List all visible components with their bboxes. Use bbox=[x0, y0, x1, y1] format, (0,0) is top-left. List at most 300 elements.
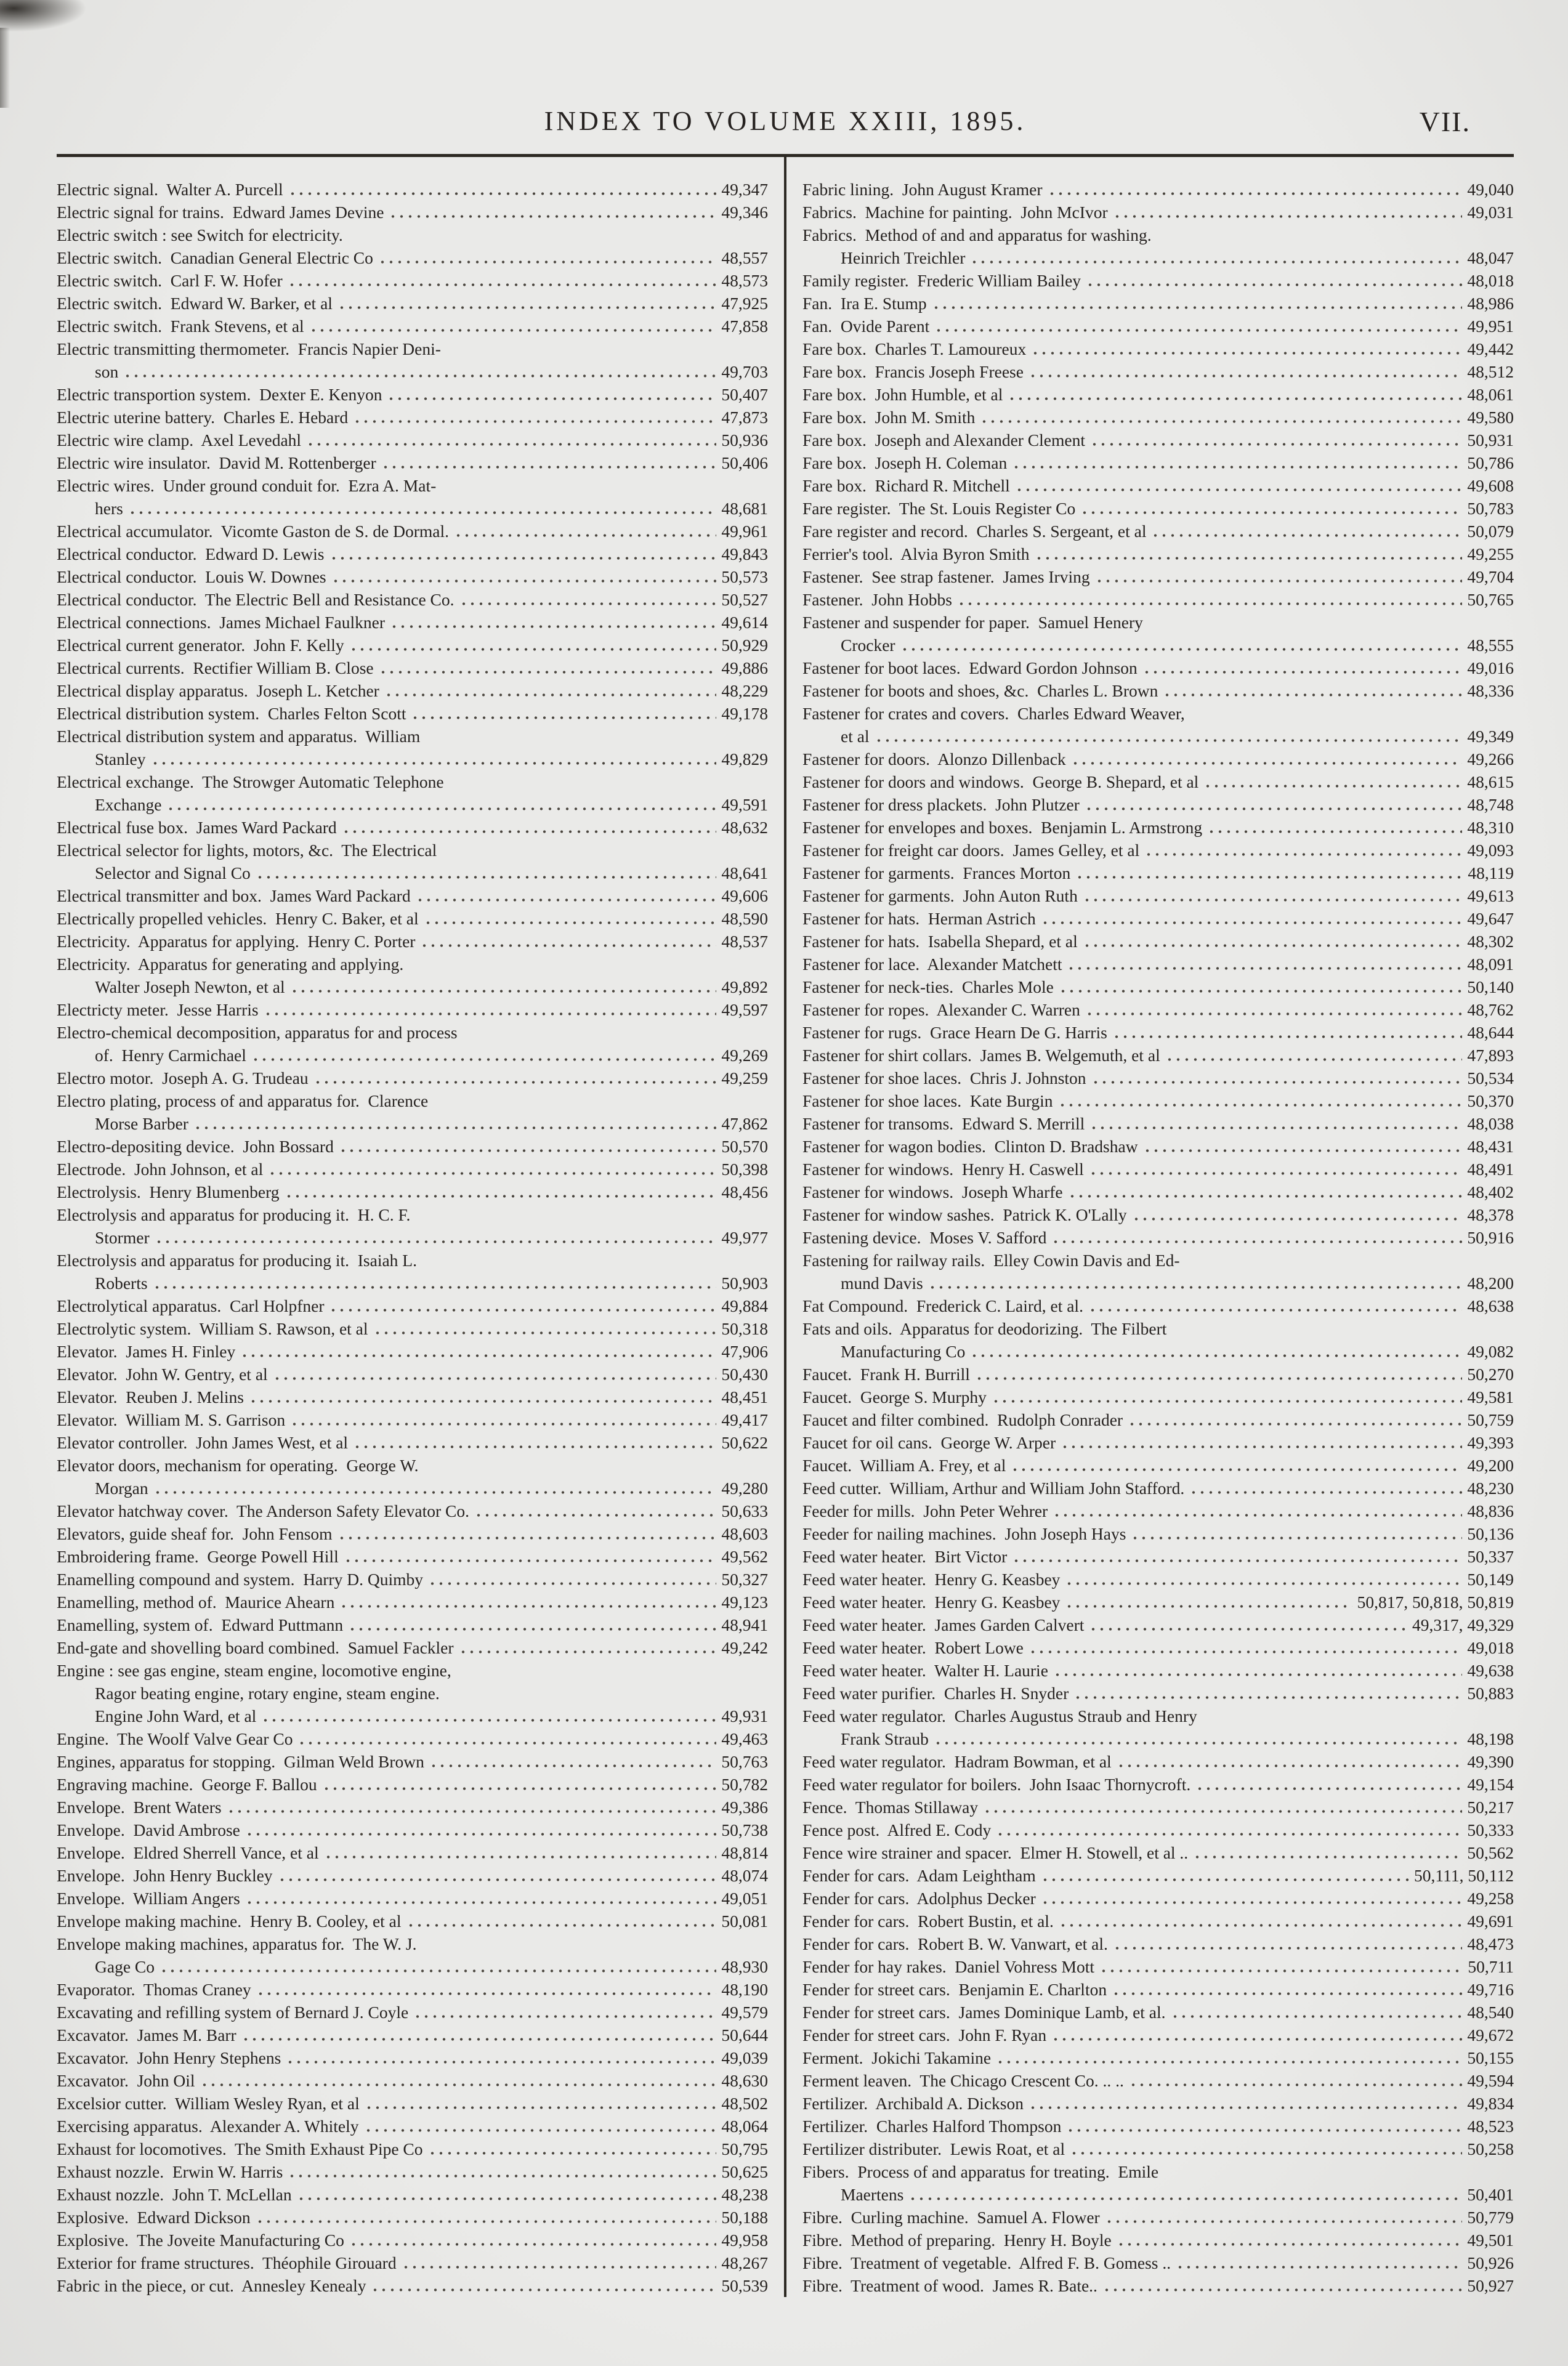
patent-number: 47,862 bbox=[721, 1114, 768, 1133]
patent-number: 48,402 bbox=[1467, 1182, 1514, 1201]
index-entry bbox=[802, 2138, 1514, 2160]
entry-line bbox=[802, 1317, 1514, 1340]
index-entry bbox=[802, 2024, 1514, 2046]
entry-text: Fats and oils. Apparatus for deodorizing. The Filbert bbox=[802, 1319, 1167, 1338]
entry-line bbox=[57, 1955, 768, 1978]
page-number: VII. bbox=[1419, 106, 1471, 137]
entry-text: Fastener for windows. Henry H. Caswell bbox=[802, 1160, 1084, 1179]
entry-line bbox=[57, 292, 768, 315]
index-entry bbox=[57, 725, 768, 770]
entry-line bbox=[57, 2024, 768, 2046]
patent-number: 48,047 bbox=[1467, 248, 1514, 267]
entry-line bbox=[57, 2229, 768, 2251]
dot-leader bbox=[1086, 283, 1462, 286]
index-entry bbox=[57, 178, 768, 201]
patent-number: 49,614 bbox=[721, 613, 768, 632]
index-entry bbox=[57, 1249, 768, 1294]
patent-number: 50,539 bbox=[721, 2276, 768, 2295]
entry-line bbox=[802, 1910, 1514, 1932]
index-entry bbox=[57, 907, 768, 930]
patent-number: 49,638 bbox=[1467, 1661, 1514, 1680]
index-entry bbox=[802, 1545, 1514, 1568]
entry-line bbox=[57, 1910, 768, 1932]
entry-text: Feed water heater. Henry G. Keasbey bbox=[802, 1570, 1061, 1589]
dot-leader bbox=[1071, 762, 1463, 765]
entry-text: Feed water heater. Robert Lowe bbox=[802, 1638, 1024, 1657]
entry-line bbox=[57, 1158, 768, 1181]
dot-leader bbox=[454, 534, 716, 537]
entry-text: hers bbox=[95, 499, 123, 518]
entry-line bbox=[57, 429, 768, 451]
index-entry bbox=[802, 2251, 1514, 2274]
entry-text: Electrical accumulator. Vicomte Gaston de S. de Dormal. bbox=[57, 522, 450, 541]
entry-text: Envelope. Eldred Sherrell Vance, et al bbox=[57, 1843, 319, 1862]
entry-line bbox=[802, 816, 1514, 839]
dot-leader bbox=[983, 1810, 1462, 1813]
entry-text: Faucet. William A. Frey, et al bbox=[802, 1456, 1006, 1475]
index-entry bbox=[802, 679, 1514, 702]
entry-text: Fibers. Process of and apparatus for treating. Emile bbox=[802, 2162, 1159, 2181]
entry-text: Fender for street cars. Benjamin E. Charlton bbox=[802, 1980, 1107, 1999]
patent-number: 49,082 bbox=[1467, 1342, 1514, 1361]
dot-leader bbox=[1128, 1423, 1462, 1426]
dot-leader bbox=[1015, 488, 1463, 491]
dot-leader bbox=[227, 1810, 717, 1813]
entry-line bbox=[802, 1226, 1514, 1249]
index-entry bbox=[802, 1978, 1514, 2001]
patent-number: 49,931 bbox=[721, 1706, 768, 1726]
dot-leader bbox=[389, 215, 716, 218]
entry-text: Exhaust nozzle. Erwin W. Harris bbox=[57, 2162, 283, 2181]
index-entry bbox=[57, 1750, 768, 1773]
index-entry bbox=[57, 2092, 768, 2115]
entry-text: Fare box. Richard R. Mitchell bbox=[802, 476, 1010, 495]
index-entry bbox=[802, 1294, 1514, 1317]
entry-text: Electro motor. Joseph A. G. Trudeau bbox=[57, 1068, 309, 1088]
index-entry bbox=[57, 1294, 768, 1317]
dot-leader bbox=[153, 1286, 717, 1289]
index-entry bbox=[57, 1363, 768, 1386]
index-entry bbox=[57, 1636, 768, 1659]
entry-line bbox=[57, 543, 768, 565]
entry-text: Electric transportion system. Dexter E. Kenyon bbox=[57, 385, 382, 404]
patent-number: 48,512 bbox=[1467, 362, 1514, 381]
entry-text: Electric switch. Carl F. W. Hofer bbox=[57, 271, 283, 290]
entry-line bbox=[57, 1636, 768, 1659]
entry-line bbox=[802, 1408, 1514, 1431]
dot-leader bbox=[240, 1354, 716, 1357]
entry-line bbox=[802, 2138, 1514, 2160]
index-entry bbox=[57, 2138, 768, 2160]
dot-leader bbox=[957, 602, 1462, 605]
dot-leader bbox=[1102, 2288, 1462, 2291]
entry-text: Fastening for railway rails. Elley Cowin Davis and Ed- bbox=[802, 1251, 1180, 1270]
entry-text: Fare box. John M. Smith bbox=[802, 408, 976, 427]
entry-line bbox=[57, 269, 768, 292]
patent-number: 50,927 bbox=[1467, 2276, 1514, 2295]
dot-leader bbox=[264, 1012, 717, 1015]
index-entry bbox=[57, 1978, 768, 2001]
index-entry bbox=[57, 1841, 768, 1864]
dot-leader bbox=[1165, 1058, 1463, 1061]
index-entry bbox=[802, 884, 1514, 907]
dot-leader bbox=[353, 420, 716, 423]
dot-leader bbox=[329, 1309, 716, 1312]
dot-leader bbox=[1012, 1559, 1462, 1562]
entry-text: Electric wires. Under ground conduit for. Ezra A. Mat- bbox=[57, 476, 437, 495]
entry-line bbox=[802, 793, 1514, 816]
entry-line bbox=[802, 269, 1514, 292]
patent-number: 49,704 bbox=[1467, 567, 1514, 586]
entry-text: Fastener for windows. Joseph Wharfe bbox=[802, 1182, 1063, 1201]
entry-text: son bbox=[95, 362, 119, 381]
entry-text: Morgan bbox=[95, 1479, 148, 1498]
dot-leader bbox=[428, 2152, 717, 2155]
index-entry bbox=[802, 930, 1514, 953]
index-entry bbox=[57, 2274, 768, 2297]
patent-number: 50,711 bbox=[1468, 1957, 1514, 1976]
entry-text: Excelsior cutter. William Wesley Ryan, et al bbox=[57, 2094, 360, 2113]
entry-line bbox=[802, 1864, 1514, 1887]
entry-text: Feed water heater. Birt Victor bbox=[802, 1547, 1008, 1566]
index-entry bbox=[802, 1819, 1514, 1841]
dot-leader bbox=[1059, 1924, 1463, 1927]
entry-text: Electrical distribution system and apparatus. William bbox=[57, 727, 421, 746]
patent-number: 48,986 bbox=[1467, 294, 1514, 313]
patent-number: 48,555 bbox=[1467, 636, 1514, 655]
entry-line bbox=[802, 543, 1514, 565]
entry-line bbox=[57, 1272, 768, 1294]
patent-number: 47,873 bbox=[721, 408, 768, 427]
patent-number: 50,527 bbox=[721, 590, 768, 609]
entry-line bbox=[802, 1021, 1514, 1044]
entry-text: Fastener for boots and shoes, &c. Charles L. Brown bbox=[802, 681, 1158, 700]
patent-number: 50,562 bbox=[1467, 1843, 1514, 1862]
entry-text: Fastener for boot laces. Edward Gordon Johnson bbox=[802, 658, 1138, 677]
entry-text: Fare box. Joseph H. Coleman bbox=[802, 453, 1008, 472]
index-entry bbox=[57, 2115, 768, 2138]
patent-number: 49,606 bbox=[721, 886, 768, 905]
index-entry bbox=[802, 1659, 1514, 1682]
entry-line bbox=[57, 1249, 768, 1272]
entry-text: Fastener for rugs. Grace Hearn De G. Harris bbox=[802, 1023, 1107, 1042]
dot-leader bbox=[996, 2061, 1462, 2064]
entry-line bbox=[57, 1887, 768, 1910]
patent-number: 48,336 bbox=[1467, 681, 1514, 700]
index-entry bbox=[802, 406, 1514, 429]
entry-text: Electric wire insulator. David M. Rottenberger bbox=[57, 453, 376, 472]
index-entry bbox=[57, 2251, 768, 2274]
entry-text: Fertilizer. Archibald A. Dickson bbox=[802, 2094, 1024, 2113]
entry-text: Fastener for wagon bodies. Clinton D. Bradshaw bbox=[802, 1137, 1138, 1156]
patent-number: 49,834 bbox=[1467, 2094, 1514, 2113]
entry-text: Electro-chemical decomposition, apparatus for and process bbox=[57, 1023, 458, 1042]
entry-text: Fastener for ropes. Alexander C. Warren bbox=[802, 1000, 1080, 1019]
entry-text: Electric signal. Walter A. Purcell bbox=[57, 180, 283, 199]
patent-number: 48,930 bbox=[721, 1957, 768, 1976]
index-entry bbox=[802, 702, 1514, 748]
entry-line bbox=[57, 1181, 768, 1203]
patent-number: 48,198 bbox=[1467, 1729, 1514, 1748]
entry-text: Enamelling, system of. Edward Puttmann bbox=[57, 1615, 344, 1634]
entry-line bbox=[802, 1932, 1514, 1955]
entry-line bbox=[57, 1431, 768, 1454]
index-entry bbox=[57, 269, 768, 292]
patent-number: 49,562 bbox=[721, 1547, 768, 1566]
patent-number: 50,936 bbox=[721, 430, 768, 450]
entry-line bbox=[802, 1955, 1514, 1978]
entry-text: Electrical distribution system. Charles Felton Scott bbox=[57, 704, 406, 723]
entry-line bbox=[802, 2069, 1514, 2092]
index-entry bbox=[57, 1021, 768, 1067]
index-entry bbox=[57, 1500, 768, 1522]
patent-number: 50,570 bbox=[721, 1137, 768, 1156]
entry-text: Fibre. Treatment of vegetable. Alfred F. B. Gomess .. bbox=[802, 2253, 1171, 2272]
entry-text: Electrolysis. Henry Blumenberg bbox=[57, 1182, 280, 1201]
entry-line bbox=[802, 1158, 1514, 1181]
dot-leader bbox=[975, 1377, 1462, 1380]
entry-text: Walter Joseph Newton, et al bbox=[95, 977, 285, 996]
entry-text: Fastener. See strap fastener. James Irving bbox=[802, 567, 1090, 586]
patent-number: 48,229 bbox=[721, 681, 768, 700]
dot-leader bbox=[155, 1240, 717, 1243]
entry-text: Enamelling, method of. Maurice Ahearn bbox=[57, 1593, 335, 1612]
patent-number: 50,270 bbox=[1467, 1365, 1514, 1384]
dot-leader bbox=[349, 648, 717, 651]
index-entry bbox=[802, 2206, 1514, 2229]
entry-line bbox=[57, 588, 768, 611]
dot-leader bbox=[329, 557, 717, 560]
patent-number: 49,886 bbox=[721, 658, 768, 677]
entry-line bbox=[802, 1727, 1514, 1750]
dot-leader bbox=[1113, 1947, 1462, 1950]
index-entry bbox=[57, 702, 768, 725]
index-entry bbox=[802, 1408, 1514, 1431]
patent-number: 48,302 bbox=[1467, 932, 1514, 951]
dot-leader bbox=[402, 2266, 717, 2269]
entry-line bbox=[57, 1819, 768, 1841]
index-entry bbox=[802, 1841, 1514, 1864]
index-entry bbox=[802, 1181, 1514, 1203]
entry-line bbox=[802, 1841, 1514, 1864]
entry-text: Envelope making machine. Henry B. Cooley, et al bbox=[57, 1912, 402, 1931]
index-entry bbox=[802, 839, 1514, 862]
entry-line bbox=[57, 2251, 768, 2274]
dot-leader bbox=[1028, 374, 1462, 378]
patent-number: 48,451 bbox=[721, 1387, 768, 1407]
dot-leader bbox=[1195, 1787, 1462, 1790]
patent-number: 49,977 bbox=[721, 1228, 768, 1247]
patent-number: 50,407 bbox=[721, 385, 768, 404]
entry-line bbox=[57, 1568, 768, 1591]
entry-text: Electrolytical apparatus. Carl Holpfner bbox=[57, 1296, 325, 1315]
entry-line bbox=[57, 2001, 768, 2024]
index-entry bbox=[802, 953, 1514, 975]
index-entry bbox=[57, 611, 768, 634]
dot-leader bbox=[1068, 1195, 1463, 1198]
index-entry bbox=[57, 1568, 768, 1591]
entry-line bbox=[57, 1727, 768, 1750]
entry-line bbox=[57, 565, 768, 588]
entry-line bbox=[57, 315, 768, 337]
index-entry bbox=[802, 1021, 1514, 1044]
entry-text: Feed water purifier. Charles H. Snyder bbox=[802, 1684, 1069, 1703]
entry-text: Faucet and filter combined. Rudolph Conrader bbox=[802, 1410, 1123, 1429]
dot-leader bbox=[996, 1833, 1462, 1836]
patent-number: 49,463 bbox=[721, 1729, 768, 1748]
patent-number: 48,200 bbox=[1467, 1274, 1514, 1293]
entry-text: Exercising apparatus. Alexander A. Whitely bbox=[57, 2117, 359, 2136]
index-entry bbox=[802, 1773, 1514, 1796]
entry-line bbox=[802, 1522, 1514, 1545]
entry-line bbox=[57, 451, 768, 474]
index-entry bbox=[802, 269, 1514, 292]
entry-line bbox=[57, 930, 768, 953]
entry-line bbox=[802, 1294, 1514, 1317]
patent-number: 50,111, 50,112 bbox=[1414, 1866, 1514, 1885]
dot-leader bbox=[1089, 1126, 1462, 1129]
entry-text: Fastener for doors. Alonzo Dillenback bbox=[802, 749, 1066, 769]
entry-text: Feed water heater. Walter H. Laurie bbox=[802, 1661, 1048, 1680]
entry-text: Fabric in the piece, or cut. Annesley Kenealy bbox=[57, 2276, 366, 2295]
entry-text: Fibre. Treatment of wood. James R. Bate.. bbox=[802, 2276, 1097, 2295]
entry-text: Feed cutter. William, Arthur and William John Stafford. bbox=[802, 1479, 1185, 1498]
index-entry bbox=[802, 2115, 1514, 2138]
entry-line bbox=[57, 793, 768, 816]
index-entry bbox=[57, 816, 768, 839]
patent-number: 49,613 bbox=[1467, 886, 1514, 905]
index-entry bbox=[57, 1203, 768, 1249]
dot-leader bbox=[1083, 944, 1463, 947]
dot-leader bbox=[1142, 671, 1463, 674]
entry-text: Electrical conductor. Edward D. Lewis bbox=[57, 544, 325, 563]
entry-line bbox=[57, 1522, 768, 1545]
entry-text: Fence. Thomas Stillaway bbox=[802, 1798, 979, 1817]
entry-text: Fender for cars. Robert B. W. Vanwart, et al. bbox=[802, 1934, 1108, 1953]
entry-line bbox=[57, 1773, 768, 1796]
dot-leader bbox=[1051, 1240, 1462, 1243]
patent-number: 49,591 bbox=[721, 795, 768, 814]
entry-line bbox=[57, 1067, 768, 1089]
entry-text: Electricty meter. Jesse Harris bbox=[57, 1000, 259, 1019]
patent-number: 50,318 bbox=[721, 1319, 768, 1338]
entry-line bbox=[57, 2160, 768, 2183]
entry-text: Fan. Ira E. Stump bbox=[802, 294, 927, 313]
entry-line bbox=[57, 1705, 768, 1727]
entry-line bbox=[802, 337, 1514, 360]
entry-text: Fabric lining. John August Kramer bbox=[802, 180, 1043, 199]
dot-leader bbox=[1099, 1969, 1463, 1972]
patent-number: 48,491 bbox=[1467, 1160, 1514, 1179]
index-entry bbox=[57, 1773, 768, 1796]
patent-number: 48,630 bbox=[721, 2071, 768, 2090]
entry-line bbox=[802, 588, 1514, 611]
index-entry bbox=[802, 1955, 1514, 1978]
index-entry bbox=[802, 474, 1514, 497]
entry-line bbox=[57, 839, 768, 862]
entry-text: Electric switch. Canadian General Electric Co bbox=[57, 248, 373, 267]
patent-number: 49,892 bbox=[721, 977, 768, 996]
patent-number: 49,884 bbox=[721, 1296, 768, 1315]
entry-line bbox=[57, 656, 768, 679]
dot-leader bbox=[306, 443, 716, 446]
dot-leader bbox=[1085, 1012, 1462, 1015]
entry-text: Exterior for frame structures. Théophile Girouard bbox=[57, 2253, 397, 2272]
index-entry bbox=[57, 451, 768, 474]
dot-leader bbox=[428, 1582, 716, 1585]
entry-line bbox=[802, 178, 1514, 201]
index-entry bbox=[57, 201, 768, 224]
dot-leader bbox=[1105, 2220, 1463, 2223]
patent-number: 48,941 bbox=[721, 1615, 768, 1634]
index-entry bbox=[57, 1932, 768, 1978]
index-entry bbox=[802, 1477, 1514, 1500]
entry-text: Fastener for envelopes and boxes. Benjamin L. Armstrong bbox=[802, 818, 1203, 837]
entry-line bbox=[802, 565, 1514, 588]
entry-line bbox=[57, 1021, 768, 1044]
entry-line bbox=[802, 497, 1514, 520]
patent-number: 50,401 bbox=[1467, 2185, 1514, 2204]
dot-leader bbox=[1053, 1673, 1462, 1676]
index-entry bbox=[802, 315, 1514, 337]
entry-line bbox=[802, 2251, 1514, 2274]
entry-line bbox=[802, 246, 1514, 269]
dot-leader bbox=[245, 1833, 717, 1836]
patent-number: 49,958 bbox=[721, 2231, 768, 2250]
dot-leader bbox=[1012, 466, 1462, 469]
dot-leader bbox=[1176, 2266, 1462, 2269]
dot-leader bbox=[420, 944, 716, 947]
entry-line bbox=[802, 1340, 1514, 1363]
dot-leader bbox=[344, 1559, 717, 1562]
patent-number: 49,608 bbox=[1467, 476, 1514, 495]
entry-text: Fabrics. Machine for painting. John McIvor bbox=[802, 203, 1108, 222]
dot-leader bbox=[286, 2061, 716, 2064]
patent-number: 49,716 bbox=[1467, 1980, 1514, 1999]
index-entry bbox=[802, 2001, 1514, 2024]
patent-number: 48,748 bbox=[1467, 795, 1514, 814]
entry-text: Electrical display apparatus. Joseph L. Ketcher bbox=[57, 681, 379, 700]
entry-text: Fare register. The St. Louis Register Co bbox=[802, 499, 1076, 518]
index-entry bbox=[802, 543, 1514, 565]
entry-text: Elevator controller. John James West, et al bbox=[57, 1433, 349, 1452]
entry-line bbox=[57, 998, 768, 1021]
entry-text: Electrical currents. Rectifier William B. Close bbox=[57, 658, 374, 677]
patent-number: 50,783 bbox=[1467, 499, 1514, 518]
entry-line bbox=[802, 1568, 1514, 1591]
index-entry bbox=[802, 1067, 1514, 1089]
entry-text: Fastener for doors and windows. George B. Shepard, et al bbox=[802, 772, 1199, 791]
patent-number: 50,155 bbox=[1467, 2048, 1514, 2067]
patent-number: 49,178 bbox=[721, 704, 768, 723]
entry-line bbox=[57, 2183, 768, 2206]
entry-text: Fastener for shoe laces. Chris J. Johnston bbox=[802, 1068, 1086, 1088]
entry-text: Elevator doors, mechanism for operating. George W. bbox=[57, 1456, 419, 1475]
patent-number: 48,638 bbox=[1467, 1296, 1514, 1315]
dot-leader bbox=[992, 1400, 1462, 1403]
index-entry bbox=[802, 862, 1514, 884]
dot-leader bbox=[1112, 1992, 1462, 1995]
patent-number: 48,615 bbox=[1467, 772, 1514, 791]
dot-leader bbox=[381, 466, 717, 469]
entry-text: Electrolysis and apparatus for producing it. Isaiah L. bbox=[57, 1251, 417, 1270]
entry-line bbox=[57, 1591, 768, 1613]
patent-number: 50,136 bbox=[1467, 1524, 1514, 1543]
index-entry bbox=[57, 520, 768, 543]
patent-number: 50,817, 50,818, 50,819 bbox=[1357, 1593, 1514, 1612]
patent-number: 50,430 bbox=[721, 1365, 768, 1384]
index-entry bbox=[802, 565, 1514, 588]
